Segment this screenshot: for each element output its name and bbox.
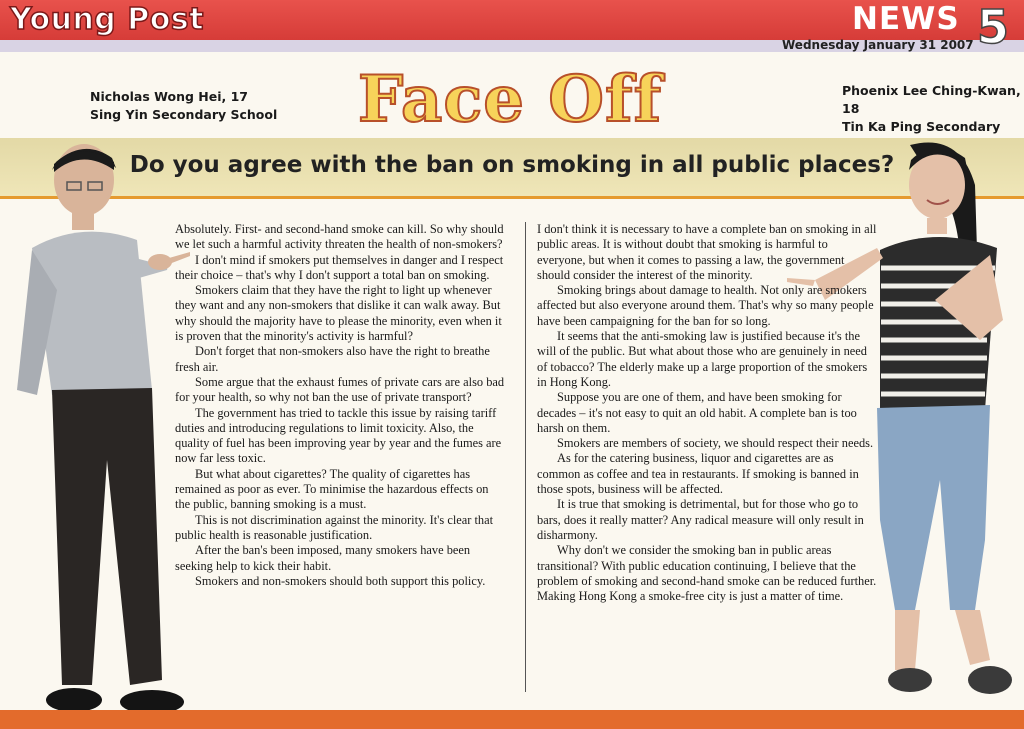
boy-photo [12, 140, 197, 725]
footer-band [0, 710, 1024, 729]
right-paragraph: It seems that the anti-smoking law is justified because it's the will of the public. But what about those who are genuinely in need of tobacco? The elderly make up a large proportion of the smokers in Hong Kong. [537, 329, 868, 389]
right-paragraph: It is true that smoking is detrimental, but for those who go to bars, does it really matter? Any radical measure will only result in disharmony. [537, 497, 864, 542]
column-divider [525, 222, 526, 692]
left-paragraph: Some argue that the exhaust fumes of private cars are also bad for your health, so why not ban the use of private transport? [175, 374, 505, 405]
right-author-name: Phoenix Lee Ching-Kwan, 18 [842, 83, 1021, 116]
right-argument [537, 222, 879, 604]
debate-question: Do you agree with the ban on smoking in all public places? [129, 152, 895, 178]
left-author-school: Sing Yin Secondary School [90, 107, 278, 122]
left-paragraph: But what about cigarettes? The quality of cigarettes has remained as poor as ever. To minimise the hazardous effects on the public, banning smoking is a must. [175, 466, 489, 512]
section-label: NEWS [852, 1, 960, 37]
left-author-name: Nicholas Wong Hei, 17 [90, 89, 249, 104]
right-paragraph: I don't think it is necessary to have a complete ban on smoking in all public areas. It is without doubt that smoking is harmful to everyone, but when it comes to passing a law, the government should consider the interest of the minority. [537, 222, 877, 282]
left-paragraph: Smokers and non-smokers should both support this policy. [195, 573, 486, 588]
issue-date: Wednesday January 31 2007 [782, 38, 974, 52]
right-paragraph: Smokers are members of society, we should respect their needs. [557, 436, 874, 451]
left-paragraph: I don't mind if smokers put themselves in danger and I respect their choice – that's why I don't support a total ban on smoking. [175, 252, 504, 282]
left-argument [175, 222, 505, 589]
left-paragraph: This is not discrimination against the minority. It's clear that public health is reasonable justification. [175, 512, 494, 542]
masthead-logo: Young Post [10, 2, 205, 37]
right-paragraph: Smoking brings about damage to health. Not only are smokers affected but also everyone around them. That's why so many people have been campaigning for the ban for so long. [537, 283, 874, 328]
left-byline [90, 88, 277, 124]
left-paragraph: The government has tried to tackle this issue by raising tariff duties and introducing regulations to limit toxicity. Also, the quality of fuel has been improving year by year and the fumes are now far less toxic. [175, 405, 502, 466]
left-paragraph: Absolutely. First- and second-hand smoke can kill. So why should we let such a harmful activity threaten the health of non-smokers? [175, 222, 504, 252]
feature-title: Face Off [357, 62, 663, 137]
left-paragraph: Don't forget that non-smokers also have the right to breathe fresh air. [175, 344, 490, 374]
left-paragraph: Smokers claim that they have the right to light up whenever they want and any non-smokers that dislike it can walk away. But why should the majority have to please the minority, even when it is proven that the minority's activity is harmful? [175, 283, 502, 344]
right-paragraph: As for the catering business, liquor and cigarettes are as common as coffee and tea in restaurants. If smoking is banned in those spots, business will be affected. [537, 451, 859, 497]
page-number: 5 [976, 0, 1009, 54]
left-paragraph: After the ban's been imposed, many smokers have been seeking help to kick their habit. [175, 543, 471, 573]
right-paragraph: Why don't we consider the smoking ban in public areas transitional? With public education continuing, I believe that the problem of smoking and second-hand smoke can be reduced further. Making Hong Kong a smoke-free city is just a matter of time. [537, 543, 877, 604]
right-author-school: Tin Ka Ping Secondary [842, 119, 1001, 134]
right-paragraph: Suppose you are one of them, and have been smoking for decades – it's not easy to quit an old habit. A complete ban is too harsh on them. [537, 390, 857, 435]
